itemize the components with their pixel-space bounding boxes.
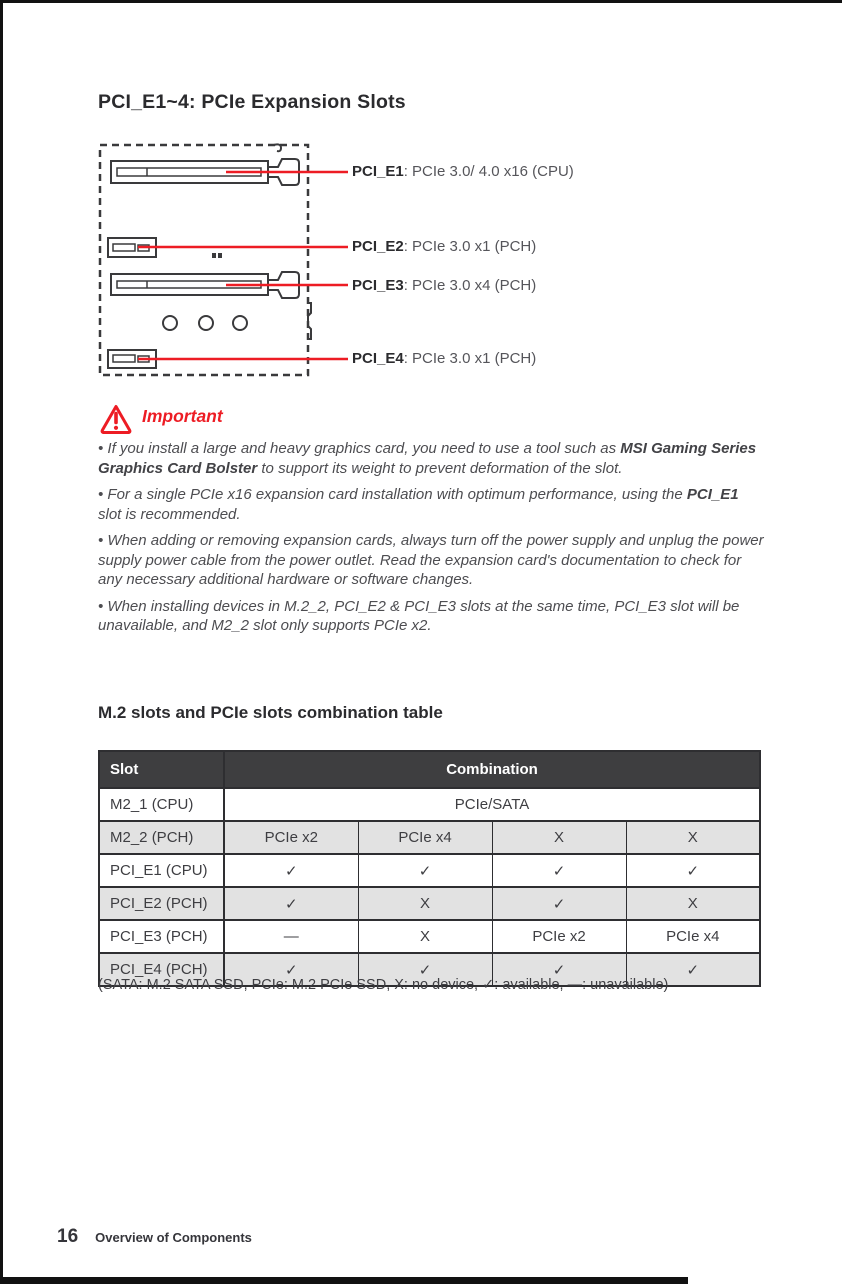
slot-name: PCI_E3 — [352, 277, 404, 294]
important-bullet: • For a single PCIe x16 expansion card installation with optimum performance, using the PCI_E1 slot is recommended. — [98, 486, 739, 523]
combination-cell: ✓ — [358, 854, 492, 887]
combination-cell: ✓ — [626, 953, 760, 986]
jumper-component — [212, 253, 222, 258]
combination-cell: PCIe/SATA — [224, 788, 760, 821]
pcie-slots-diagram — [98, 143, 348, 377]
combination-cell: X — [492, 821, 626, 854]
slot-cell: M2_1 (CPU) — [99, 788, 224, 821]
combination-cell: X — [358, 920, 492, 953]
combination-cell: ✓ — [492, 953, 626, 986]
table-row — [99, 887, 760, 920]
important-heading: Important — [142, 406, 223, 426]
combination-cell: PCIe x2 — [492, 920, 626, 953]
slot-label-pci-e3 — [352, 277, 536, 295]
combination-cell: ✓ — [492, 887, 626, 920]
slot-name: PCI_E4 — [352, 350, 404, 367]
slot-label-pci-e2 — [352, 238, 536, 256]
combination-cell: ✓ — [224, 887, 358, 920]
combination-cell: X — [626, 821, 760, 854]
slot-desc: : PCIe 3.0 x1 (PCH) — [403, 350, 537, 367]
page-footer — [57, 1226, 252, 1248]
slot-name: PCI_E1 — [352, 163, 404, 180]
footer-section-title: Overview of Components — [95, 1230, 252, 1245]
slot-cell: PCI_E1 (CPU) — [99, 854, 224, 887]
slot-label-pci-e4 — [352, 350, 536, 368]
combination-cell: ✓ — [224, 953, 358, 986]
slot-cell: PCI_E4 (PCH) — [99, 953, 224, 986]
slot-cell: PCI_E2 (PCH) — [99, 887, 224, 920]
combination-header: Combination — [224, 751, 760, 788]
combination-cell: ✓ — [224, 854, 358, 887]
combination-cell: PCIe x4 — [358, 821, 492, 854]
table-legend-note: (SATA: M.2 SATA SSD, PCIe: M.2 PCIe SSD, X: no device, ✓: available, —: unavailable) — [98, 977, 669, 993]
combination-cell: PCIe x4 — [626, 920, 760, 953]
combination-cell: X — [358, 887, 492, 920]
combination-table-body — [99, 788, 760, 986]
combination-cell: X — [626, 887, 760, 920]
combination-table — [98, 750, 761, 987]
mounting-holes — [163, 316, 247, 330]
combination-heading: M.2 slots and PCIe slots combination table — [98, 703, 443, 722]
important-bullets — [98, 439, 766, 643]
combination-cell: PCIe x2 — [224, 821, 358, 854]
scan-edge-top — [0, 0, 842, 3]
important-bullet: • When installing devices in M.2_2, PCI_E2 & PCI_E3 slots at the same time, PCI_E3 slot will be unavailable, and M2_2 slot only supports PCIe x2. — [98, 597, 740, 634]
slot-cell: M2_2 (PCH) — [99, 821, 224, 854]
combination-cell: ✓ — [358, 953, 492, 986]
important-bullet: • When adding or removing expansion cards, always turn off the power supply and unplug the power supply power cable from the power outlet. Read the expansion card's documentation to check for any necessary additional hardware or software changes. — [98, 532, 764, 588]
table-row — [99, 788, 760, 821]
important-bullet: • If you install a large and heavy graphics card, you need to use a tool such as MSI Gaming Series Graphics Card Bolster to support its weight to prevent deformation of the slot. — [98, 440, 757, 477]
slot-label-pci-e1 — [352, 163, 574, 181]
table-row — [99, 920, 760, 953]
table-row — [99, 821, 760, 854]
slot-name: PCI_E2 — [352, 238, 404, 255]
slot-desc: : PCIe 3.0 x4 (PCH) — [403, 277, 537, 294]
motherboard-outline — [100, 145, 308, 375]
combination-cell: ✓ — [492, 854, 626, 887]
slot-header: Slot — [99, 751, 224, 788]
warning-icon — [99, 403, 133, 435]
table-header-row — [99, 751, 760, 788]
combination-cell: ✓ — [626, 854, 760, 887]
table-row — [99, 854, 760, 887]
scan-edge-bottom — [0, 1277, 688, 1284]
combination-cell: — — [224, 920, 358, 953]
page-title: PCI_E1~4: PCIe Expansion Slots — [98, 91, 406, 113]
page-number: 16 — [57, 1226, 79, 1247]
slot-cell: PCI_E3 (PCH) — [99, 920, 224, 953]
slot-desc: : PCIe 3.0 x1 (PCH) — [403, 238, 537, 255]
scan-edge-left — [0, 0, 3, 1284]
slot-desc: : PCIe 3.0/ 4.0 x16 (CPU) — [403, 163, 574, 180]
